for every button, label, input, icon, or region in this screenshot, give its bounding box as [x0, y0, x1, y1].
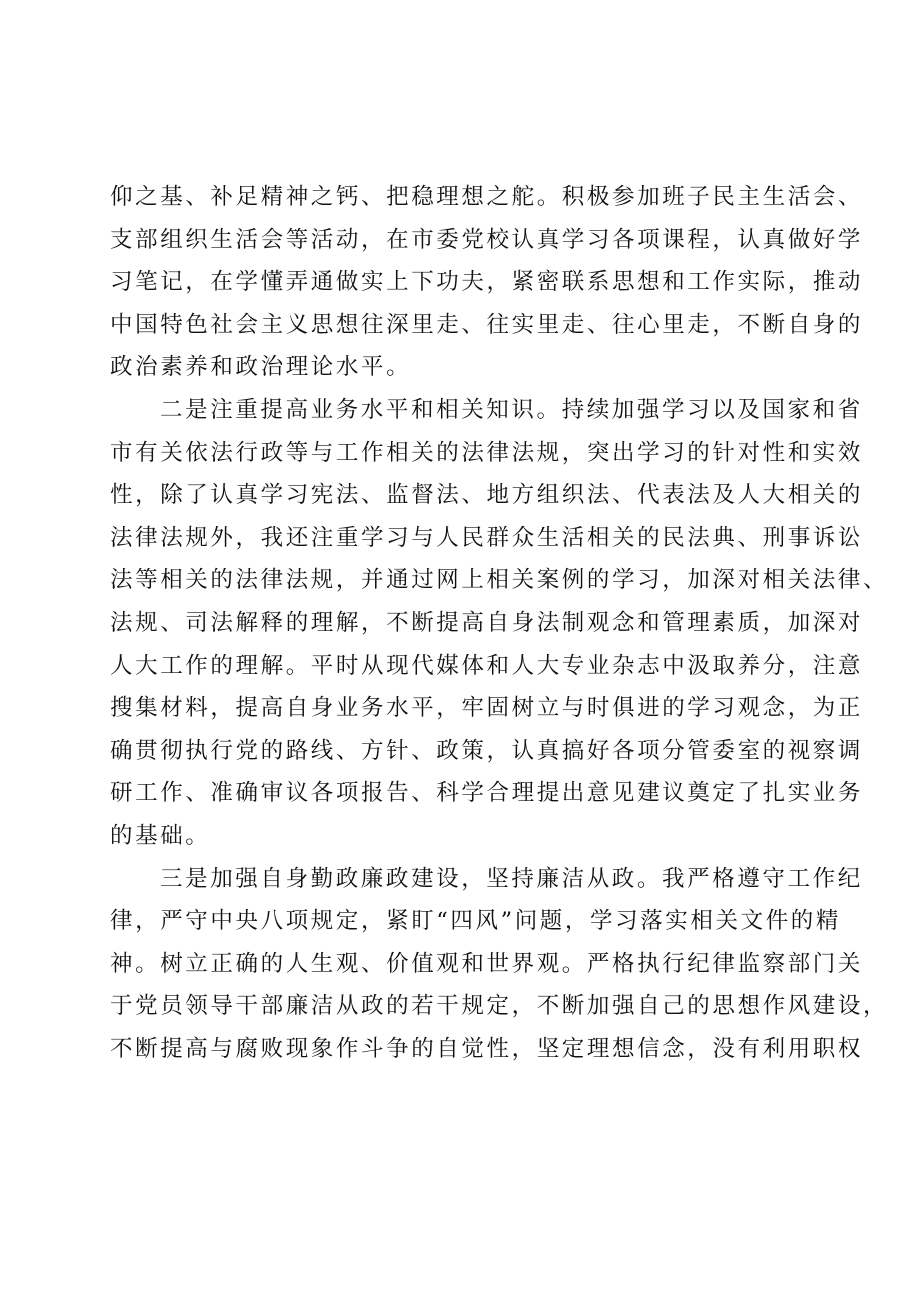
paragraph-line: 确贯彻执行党的路线、方针、政策，认真搞好各项分管委室的视察调: [110, 737, 864, 764]
paragraph-2: [110, 389, 889, 858]
paragraph-line: 神。树立正确的人生观、价值观和世界观。严格执行纪律监察部门关: [110, 950, 864, 977]
paragraph-line: 的基础。: [110, 822, 211, 849]
paragraph-line: 性，除了认真学习宪法、监督法、地方组织法、代表法及人大相关的: [110, 482, 864, 509]
paragraph-line: 市有关依法行政等与工作相关的法律法规，突出学习的针对性和实效: [110, 439, 864, 466]
paragraph-line: 法律法规外，我还注重学习与人民群众生活相关的民法典、刑事诉讼: [110, 524, 864, 551]
paragraph-line: 习笔记，在学懂弄通做实上下功夫，紧密联系思想和工作实际，推动: [110, 269, 864, 296]
paragraph-line: 于党员领导干部廉洁从政的若干规定，不断加强自己的思想作风建设，: [110, 993, 889, 1020]
paragraph-line: 仰之基、补足精神之钙、把稳理想之舵。积极参加班子民主生活会、: [110, 184, 864, 210]
paragraph-line: 支部组织生活会等活动，在市委党校认真学习各项课程，认真做好学: [110, 226, 864, 253]
paragraph-line: 人大工作的理解。平时从现代媒体和人大专业杂志中汲取养分，注意: [110, 652, 864, 679]
paragraph-1: [110, 176, 864, 389]
paragraph-line: 研工作、准确审议各项报告、科学合理提出意见建议奠定了扎实业务: [110, 780, 864, 807]
paragraph-line: 法等相关的法律法规，并通过网上相关案例的学习，加深对相关法律、: [110, 567, 889, 594]
paragraph-3: [110, 858, 889, 1071]
paragraph-line: 不断提高与腐败现象作斗争的自觉性，坚定理想信念，没有利用职权: [110, 1035, 864, 1062]
paragraph-line: 二是注重提高业务水平和相关知识。持续加强学习以及国家和省: [160, 396, 863, 423]
document-body: [110, 176, 889, 1070]
paragraph-line: 中国特色社会主义思想往深里走、往实里走、往心里走，不断自身的: [110, 311, 864, 338]
paragraph-line: 律，严守中央八项规定，紧盯“四风”问题，学习落实相关文件的精: [110, 908, 842, 935]
paragraph-line: 法规、司法解释的理解，不断提高自身法制观念和管理素质，加深对: [110, 609, 864, 636]
paragraph-line: 三是加强自身勤政廉政建设，坚持廉洁从政。我严格遵守工作纪: [160, 865, 863, 892]
paragraph-line: 搜集材料，提高自身业务水平，牢固树立与时俱进的学习观念，为正: [110, 695, 864, 722]
paragraph-line: 政治素养和政治理论水平。: [110, 354, 412, 381]
